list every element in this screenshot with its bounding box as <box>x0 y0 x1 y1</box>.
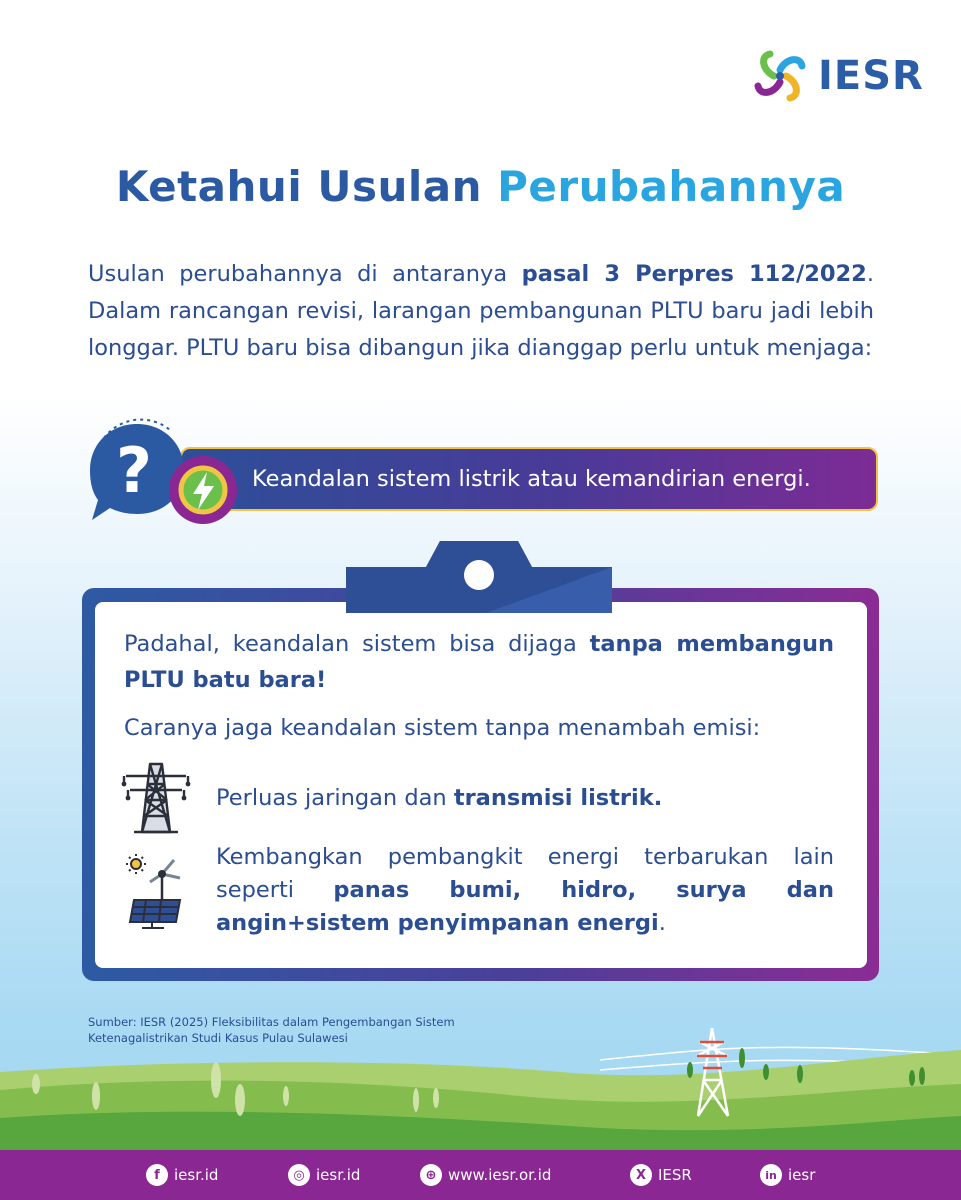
footer-instagram-label: iesr.id <box>316 1166 361 1184</box>
intro-bold: pasal 3 Perpres 112/2022 <box>521 261 867 287</box>
reason-banner <box>180 447 878 511</box>
item2-text: Kembangkan pembangkit energi terbarukan lain seperti <box>216 844 834 903</box>
footer-x-label: IESR <box>658 1166 692 1184</box>
card-paragraph-1 <box>124 626 834 698</box>
transmission-tower-icon <box>120 760 192 836</box>
intro-text-2: . Dalam rancangan revisi, larangan pembangunan PLTU baru jadi lebih longgar. PLTU baru bisa dibangun jika dianggap perlu untuk menjaga: <box>88 261 874 361</box>
list-item-renewables <box>216 841 834 940</box>
x-icon: X <box>630 1164 652 1186</box>
source-line-2: Ketenagalistrikan Studi Kasus Pulau Sulawesi <box>88 1031 348 1045</box>
card-p1-bold: tanpa membangun PLTU batu bara! <box>124 631 834 693</box>
list-item-transmission <box>216 781 836 815</box>
lightning-bolt-icon <box>167 454 239 526</box>
svg-text:?: ? <box>116 434 152 507</box>
source-line-1: Sumber: IESR (2025) Fleksibilitas dalam Pengembangan Sistem <box>88 1015 455 1029</box>
landscape-illustration <box>0 1020 961 1150</box>
footer-website-label: www.iesr.or.id <box>448 1166 552 1184</box>
footer-linkedin[interactable] <box>760 1164 815 1186</box>
iesr-logo <box>748 44 924 108</box>
footer-linkedin-label: iesr <box>788 1166 816 1184</box>
card-paragraph-2: Caranya jaga keandalan sistem tanpa menambah emisi: <box>124 715 761 741</box>
clip-tab-front <box>346 541 612 613</box>
intro-text-1: Usulan perubahannya di antaranya <box>88 261 522 287</box>
banner-text: Keandalan sistem listrik atau kemandirian energi. <box>252 466 811 492</box>
footer-instagram[interactable] <box>288 1164 360 1186</box>
facebook-icon: f <box>146 1164 168 1186</box>
card-p1-text: Padahal, keandalan sistem bisa dijaga <box>124 631 590 657</box>
footer-bar <box>0 1150 961 1200</box>
globe-icon: ⊕ <box>420 1164 442 1186</box>
renewable-energy-icon <box>124 852 186 932</box>
iesr-logo-mark <box>748 44 812 108</box>
footer-x[interactable] <box>630 1164 692 1186</box>
item2-after: . <box>658 910 666 936</box>
title-part-1: Ketahui Usulan <box>115 162 482 211</box>
page-title <box>0 162 961 211</box>
linkedin-icon: in <box>760 1164 782 1186</box>
title-part-2: Perubahannya <box>497 162 846 211</box>
footer-facebook[interactable] <box>146 1164 218 1186</box>
item1-bold: transmisi listrik. <box>453 785 663 811</box>
intro-paragraph <box>88 256 874 367</box>
footer-facebook-label: iesr.id <box>174 1166 219 1184</box>
instagram-icon: ◎ <box>288 1164 310 1186</box>
item1-text: Perluas jaringan dan <box>216 785 454 811</box>
logo-text: IESR <box>818 53 924 99</box>
item2-bold: panas bumi, hidro, surya dan angin+sistem penyimpanan energi <box>216 877 834 936</box>
footer-website[interactable] <box>420 1164 551 1186</box>
